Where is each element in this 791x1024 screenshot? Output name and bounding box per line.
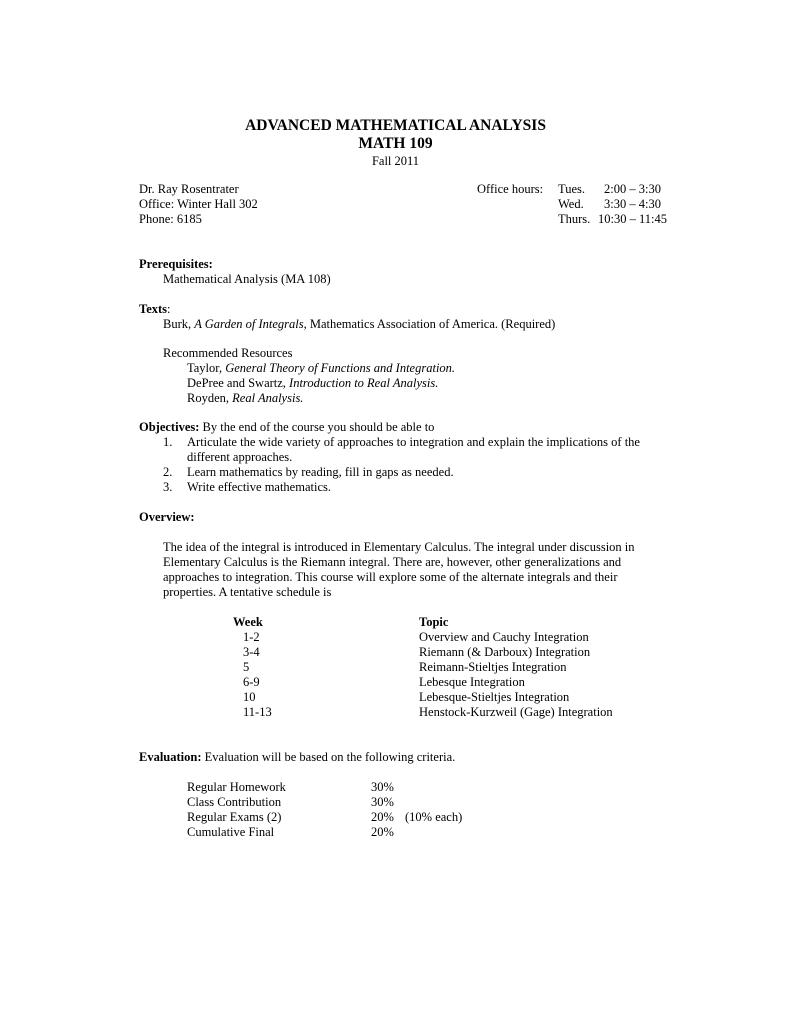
schedule-topic: Lebesque-Stieltjes Integration [419,690,570,704]
objective-number: 1. [163,435,173,449]
schedule-week: 6-9 [243,675,260,689]
overview-line: approaches to integration. This course will explore some of the alternate integrals and their [163,570,618,584]
overview-line: properties. A tentative schedule is [163,585,332,599]
texts-heading: Texts: [139,302,171,316]
office-hours-time: 2:00 – 3:30 [604,182,661,196]
objective-number: 2. [163,465,173,479]
evaluation-weight: 20% [371,825,394,839]
office-hours-label: Office hours: [477,182,544,196]
objectives-heading: Objectives: By the end of the course you should be able to [139,420,435,434]
evaluation-item: Regular Exams (2) [187,810,282,824]
evaluation-item: Regular Homework [187,780,286,794]
office-hours-day: Wed. [558,197,584,211]
objective-text: Articulate the wide variety of approaches to integration and explain the implications of the [187,435,640,449]
schedule-topic-header: Topic [419,615,449,629]
evaluation-item: Class Contribution [187,795,282,809]
recommended-item: Royden, Real Analysis. [187,391,304,405]
schedule-topic: Henstock-Kurzweil (Gage) Integration [419,705,613,719]
schedule-week: 1-2 [243,630,260,644]
required-text: Burk, A Garden of Integrals, Mathematics Association of America. (Required) [163,317,556,331]
objective-text: different approaches. [187,450,293,464]
evaluation-note: (10% each) [405,810,463,824]
recommended-item: Taylor, General Theory of Functions and Integration. [187,361,456,375]
objective-text: Write effective mathematics. [187,480,331,494]
overview-line: Elementary Calculus is the Riemann integral. There are, however, other generalizations and [163,555,622,569]
evaluation-weight: 30% [371,780,394,794]
schedule-week: 5 [243,660,250,674]
schedule-week: 10 [243,690,256,704]
schedule-topic: Riemann (& Darboux) Integration [419,645,591,659]
course-number: MATH 109 [358,135,433,152]
office-hours-time: 3:30 – 4:30 [604,197,661,211]
prerequisites-text: Mathematical Analysis (MA 108) [163,272,331,286]
office-hours-day: Tues. [558,182,585,196]
office-hours-time: 10:30 – 11:45 [598,212,667,226]
recommended-heading: Recommended Resources [163,346,293,360]
prerequisites-heading: Prerequisites: [139,257,213,271]
evaluation-weight: 30% [371,795,394,809]
term: Fall 2011 [371,154,420,168]
objective-number: 3. [163,480,173,494]
overview-heading: Overview: [139,510,195,524]
instructor-name: Dr. Ray Rosentrater [139,182,239,196]
schedule-topic: Lebesque Integration [419,675,525,689]
recommended-item: DePree and Swartz, Introduction to Real Analysis. [187,376,439,390]
schedule-week-header: Week [233,615,263,629]
schedule-week: 3-4 [243,645,260,659]
instructor-office: Office: Winter Hall 302 [139,197,258,211]
evaluation-heading: Evaluation: Evaluation will be based on the following criteria. [139,750,456,764]
instructor-phone: Phone: 6185 [139,212,202,226]
overview-line: The idea of the integral is introduced in Elementary Calculus. The integral under discussion in [163,540,635,554]
office-hours-day: Thurs. [558,212,591,226]
evaluation-item: Cumulative Final [187,825,275,839]
course-title: ADVANCED MATHEMATICAL ANALYSIS [245,117,546,134]
objective-text: Learn mathematics by reading, fill in gaps as needed. [187,465,454,479]
schedule-topic: Overview and Cauchy Integration [419,630,589,644]
evaluation-weight: 20% [371,810,394,824]
schedule-topic: Reimann-Stieltjes Integration [419,660,567,674]
schedule-week: 11-13 [243,705,272,719]
